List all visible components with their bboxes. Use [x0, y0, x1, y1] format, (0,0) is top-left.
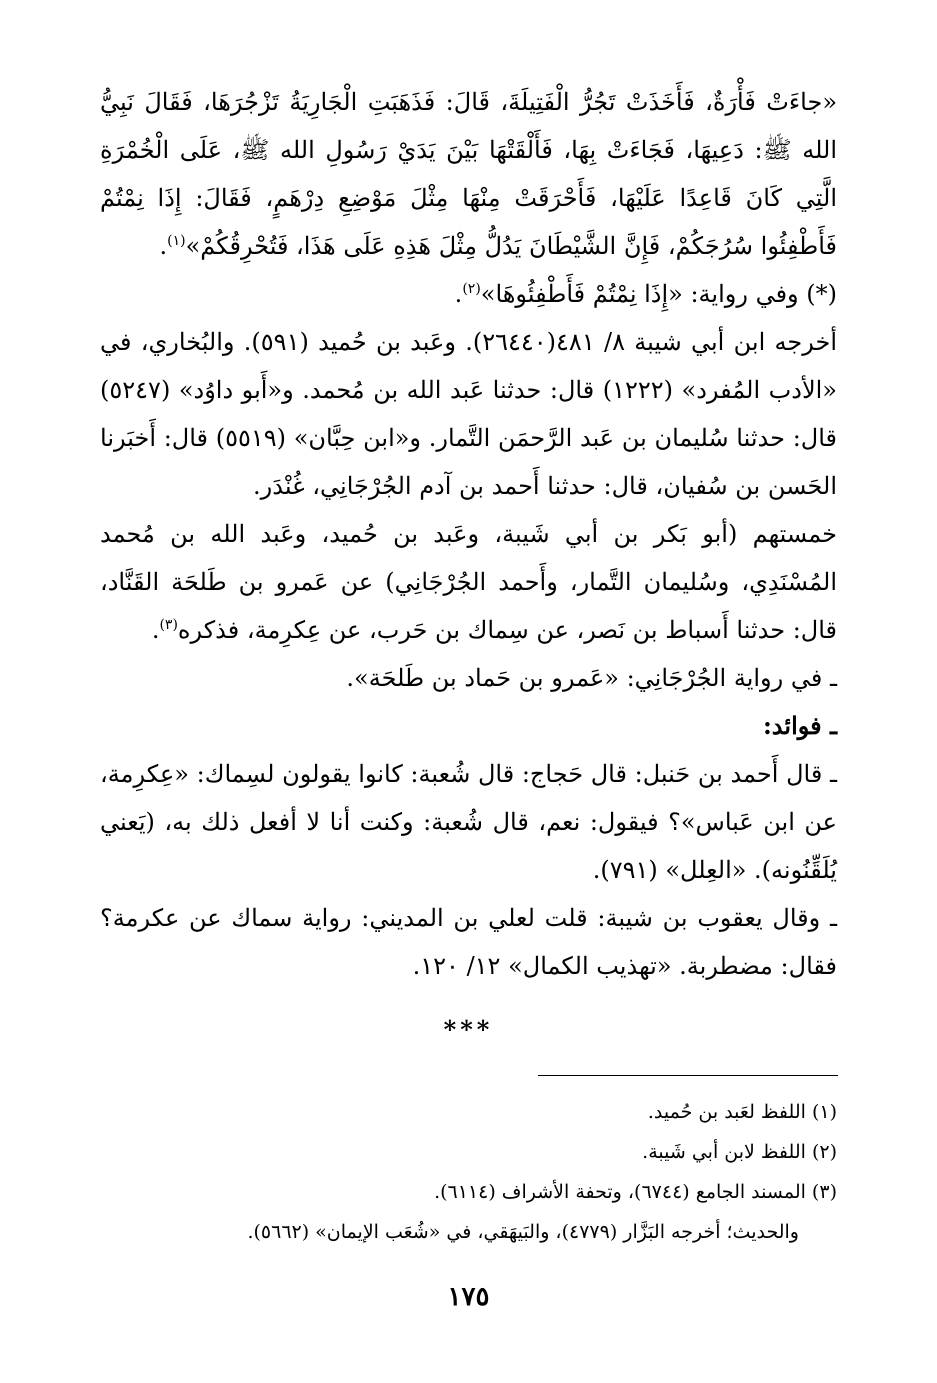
- footnote-marker-3[interactable]: (٣): [159, 617, 178, 633]
- footnote-3-continuation: والحديث؛ أخرجه البَزَّار (٤٧٧٩)، والبَيهَقي، في «شُعَب الإيمان» (٥٦٦٢).: [247, 1221, 799, 1243]
- footnotes: [100, 1092, 837, 1252]
- page-number: ١٧٥: [447, 1282, 490, 1312]
- takhrij-paragraph-2: خمستهم (أبو بَكر بن أبي شَيبة، وعَبد بن حُميد، وعَبد الله بن مُحمد المُسْنَدِي، وسُليمان التَّمار، وأَحمد الجُرْجَانِي) عن عَمرو بن طَلحَة القَنَّاد، قال: حدثنا أَسباط بن نَصر، عن سِماك بن حَرب، عن عِكرِمة، فذكره$^{(٣)}$.: [100, 520, 837, 644]
- section-separator: ***: [443, 1015, 494, 1044]
- takhrij-paragraph-1: أخرجه ابن أبي شيبة ٨/ ٤٨١(٢٦٤٤٠). وعَبد بن حُميد (٥٩١). والبُخاري، في «الأدب المُفرد» (١٢٢٢) قال: حدثنا عَبد الله بن مُحمد. و«أَبو داوُد» (٥٢٤٧) قال: حدثنا سُليمان بن عَبد الرَّحمَن التَّمار. و«ابن حِبَّان» (٥٥١٩) قال: أَخبَرنا الحَسن بن سُفيان، قال: حدثنا أَحمد بن آدم الجُرْجَانِي، غُنْدَر.: [100, 328, 837, 500]
- footnote-marker-2[interactable]: (٢): [462, 281, 481, 297]
- footnote-marker-1[interactable]: (١): [167, 233, 186, 249]
- riwaya-paragraph: (*) وفي رواية: «إِذَا نِمْتُمْ فَأَطْفِئُوهَا»$^{(٢)}$.: [454, 280, 837, 308]
- hadith-paragraph: «جاءَتْ فَأْرَةٌ، فَأَخَذَتْ تَجُرُّ الْفَتِيلَةَ، قَالَ: فَذَهَبَتِ الْجَارِيَةُ تَزْجُرَهَا، فَقَالَ نَبِيُّ الله ﷺ: دَعِيهَا، فَجَاءَتْ بِهَا، فَأَلْقَتْهَا بَيْنَ يَدَيْ رَسُولِ الله ﷺ، عَلَى الْخُمْرَةِ الَّتِي كَانَ قَاعِدًا عَلَيْهَا، فَأَحْرَقَتْ مِنْهَا مِثْلَ مَوْضِعِ دِرْهَمٍ، فَقَالَ: إِذَا نِمْتُمْ فَأَطْفِئُوا سُرُجَكُمْ، فَإِنَّ الشَّيْطَانَ يَدُلُّ مِثْلَ هَذِهِ عَلَى هَذَا، فَتُحْرِقُكُمْ»$^{(١)}$.: [100, 88, 837, 260]
- footnote-3: (٣) المسند الجامع (٦٧٤٤)، وتحفة الأشراف (٦١١٤).: [434, 1181, 837, 1203]
- footnote-2: (٢) اللفظ لابن أبي شَيبة.: [642, 1141, 837, 1163]
- main-text: [100, 78, 837, 990]
- hadith-text: «جاءَتْ فَأْرَةٌ، فَأَخَذَتْ تَجُرُّ الْفَتِيلَةَ، قَالَ: فَذَهَبَتِ الْجَارِيَةُ تَزْجُرَهَا، فَقَالَ نَبِيُّ الله ﷺ: دَعِيهَا، فَجَاءَتْ بِهَا، فَأَلْقَتْهَا بَيْنَ يَدَيْ رَسُولِ الله ﷺ، عَلَى الْخُمْرَةِ الَّتِي كَانَ قَاعِدًا عَلَيْهَا، فَأَحْرَقَتْ مِنْهَا مِثْلَ مَوْضِعِ دِرْهَمٍ، فَقَالَ: إِذَا نِمْتُمْ فَأَطْفِئُوا سُرُجَكُمْ، فَإِنَّ الشَّيْطَانَ يَدُلُّ مِثْلَ هَذِهِ عَلَى هَذَا، فَتُحْرِقُكُمْ»: [100, 88, 837, 260]
- fawaid-paragraph-2: ـ وقال يعقوب بن شيبة: قلت لعلي بن المديني: رواية سماك عن عكرمة؟ فقال: مضطربة. «تهذيب الكمال» ١٢/ ١٢٠.: [100, 904, 837, 980]
- takhrij-text-2: خمستهم (أبو بَكر بن أبي شَيبة، وعَبد بن حُميد، وعَبد الله بن مُحمد المُسْنَدِي، وسُليمان التَّمار، وأَحمد الجُرْجَانِي) عن عَمرو بن طَلحَة القَنَّاد، قال: حدثنا أَسباط بن نَصر، عن سِماك بن حَرب، عن عِكرِمة، فذكره: [100, 520, 837, 644]
- jurjani-note: ـ في رواية الجُرْجَانِي: «عَمرو بن حَماد بن طَلحَة».: [346, 664, 837, 692]
- riwaya-text: (*) وفي رواية: «إِذَا نِمْتُمْ فَأَطْفِئُوهَا»: [480, 280, 837, 308]
- footnote-1: (١) اللفظ لعَبد بن حُميد.: [647, 1101, 837, 1123]
- fawaid-heading: ـ فوائد:: [762, 711, 837, 740]
- fawaid-paragraph-1: ـ قال أَحمد بن حَنبل: قال حَجاج: قال شُعبة: كانوا يقولون لسِماك: «عِكرِمة، عن ابن عَباس»؟ فيقول: نعم، قال شُعبة: وكنت أنا لا أفعل ذلك به، (يَعني يُلَقِّنُونه). «العِلل» (٧٩١).: [100, 760, 837, 884]
- footnote-divider: [538, 1075, 838, 1076]
